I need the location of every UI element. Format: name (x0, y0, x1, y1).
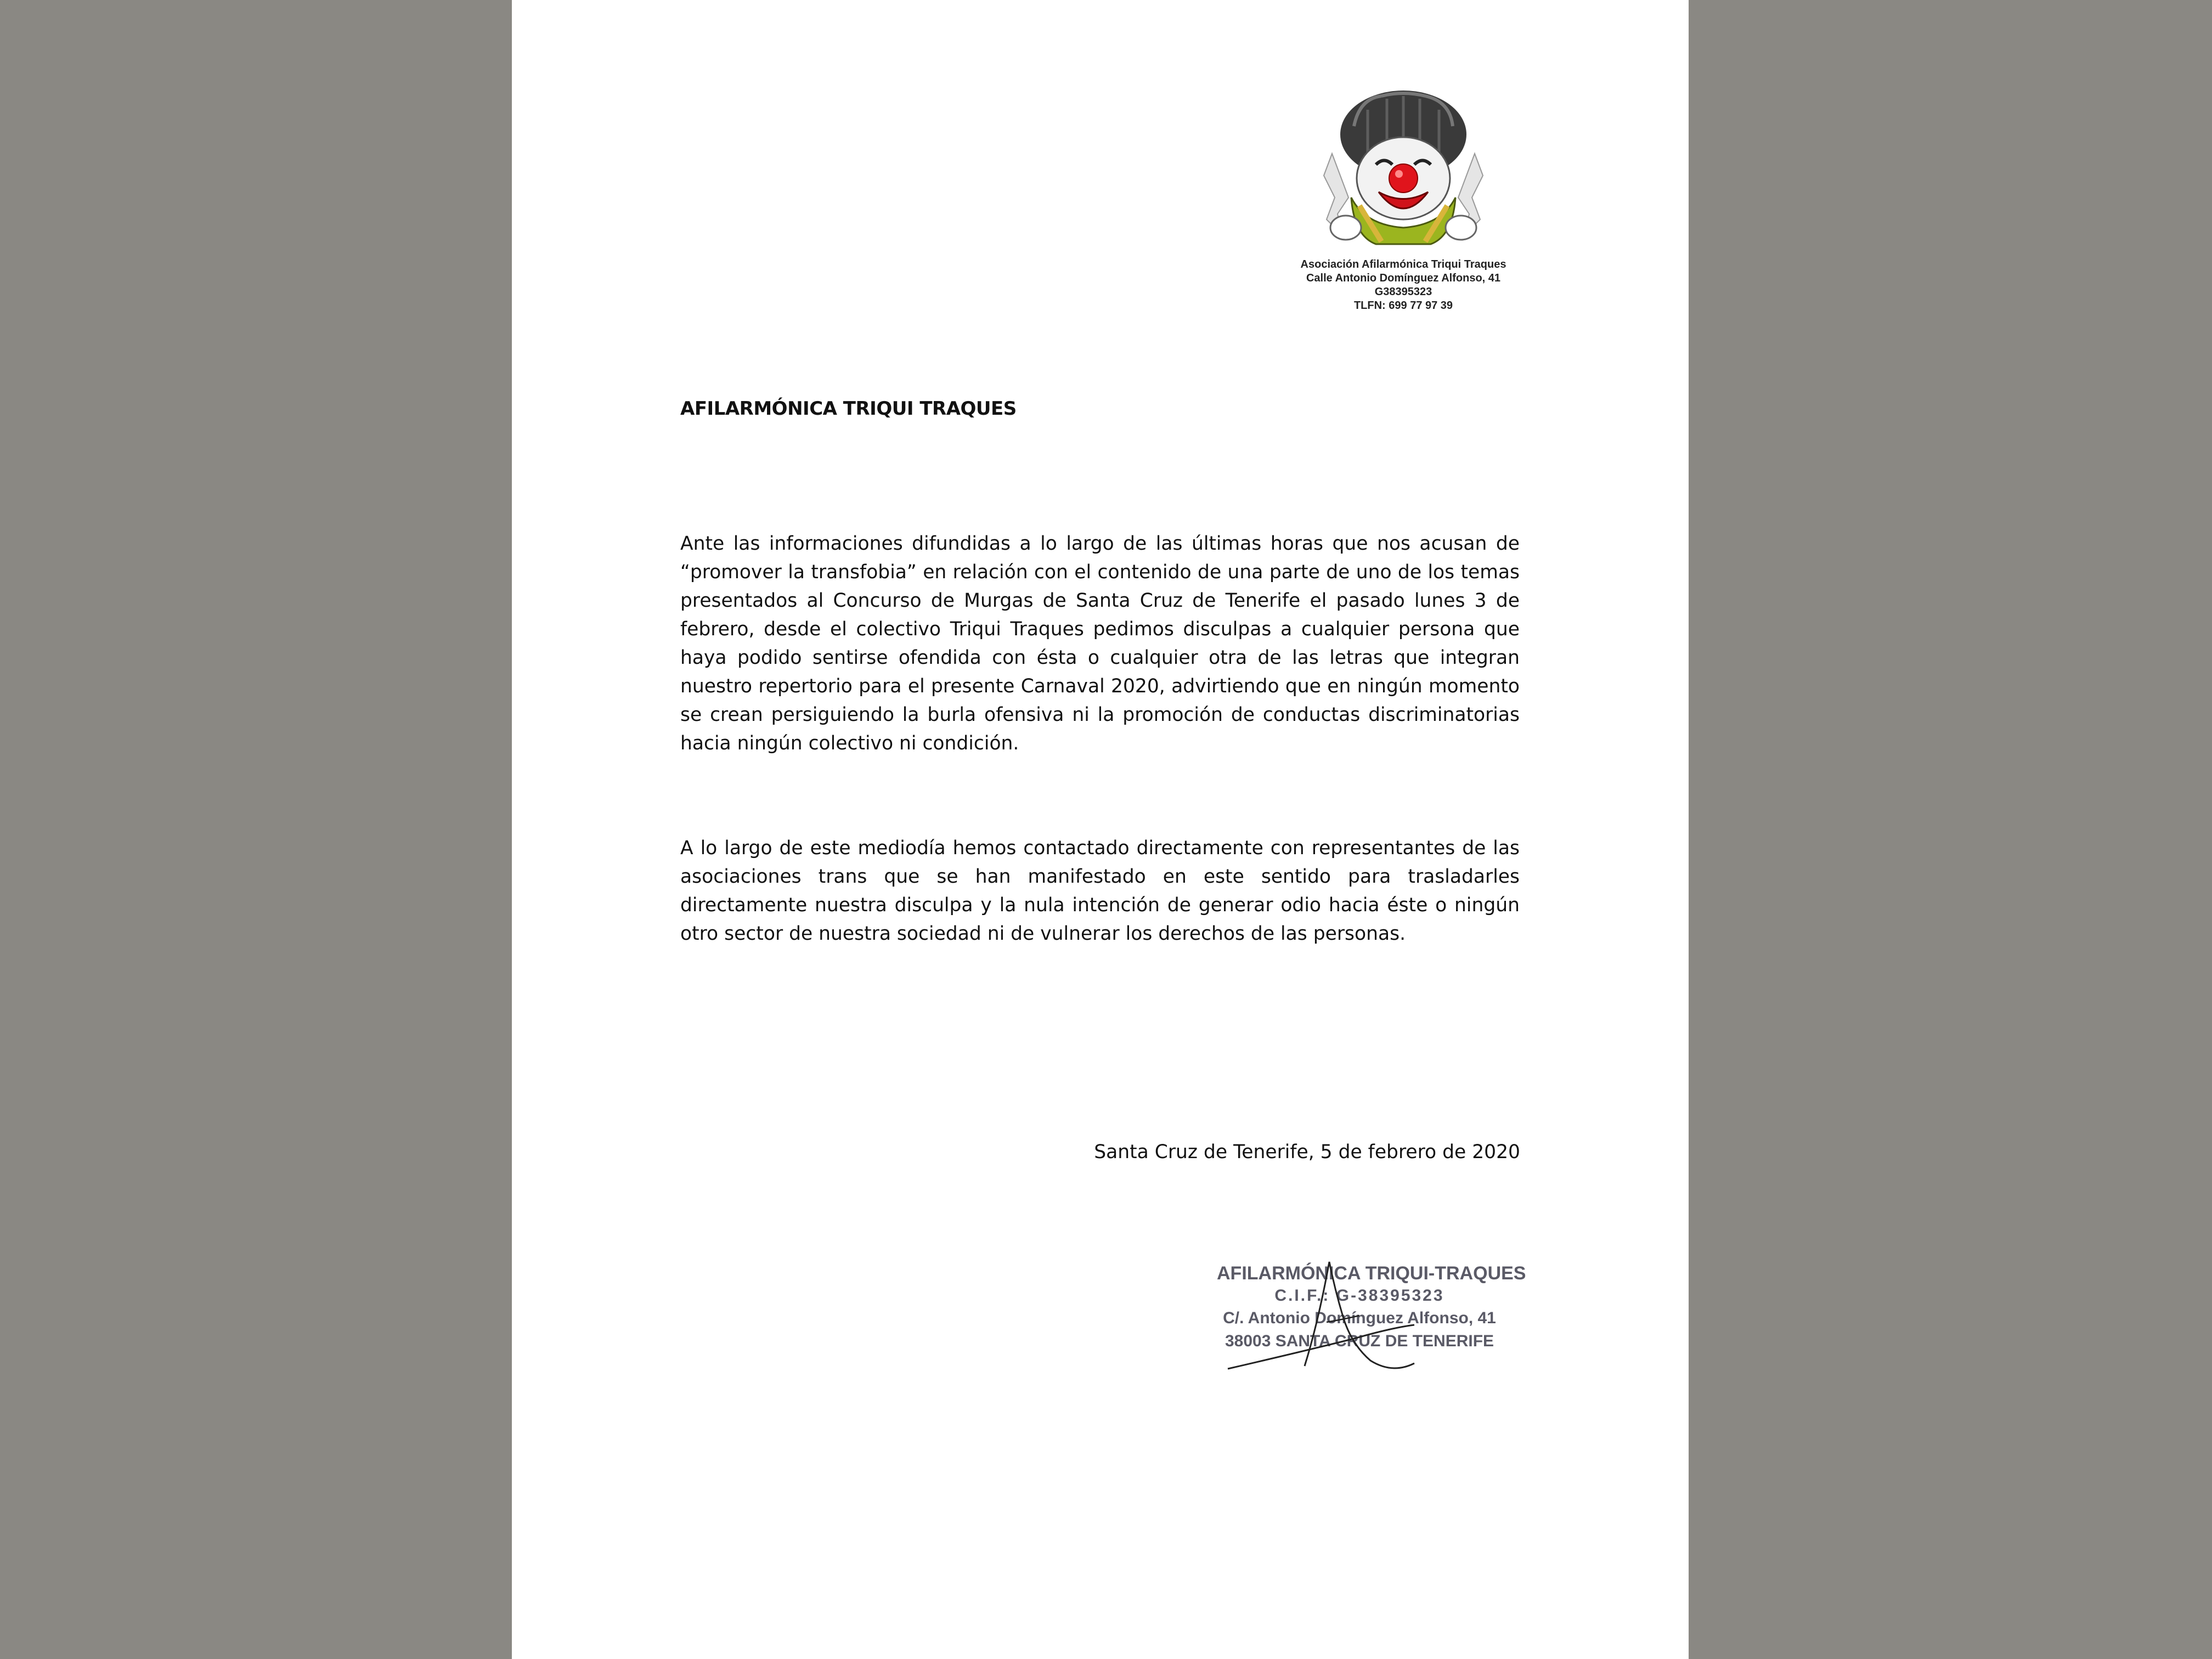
stamp-line: 38003 SANTA CRUZ DE TENERIFE (1224, 1332, 1494, 1350)
letterhead-line: TLFN: 699 77 97 39 (1353, 300, 1453, 312)
stamp-line: C.I.F.: G-38395323 (1274, 1286, 1444, 1305)
letterhead (1294, 88, 1513, 313)
letterhead-line: Asociación Afilarmónica Triqui Traques (1300, 258, 1506, 270)
organization-stamp (1217, 1256, 1526, 1377)
letterhead-line: Calle Antonio Domínguez Alfonso, 41 (1306, 272, 1501, 284)
clown-face-icon (1321, 88, 1486, 247)
stamp-line: C/. Antonio Domínguez Alfonso, 41 (1223, 1309, 1496, 1327)
date-line: Santa Cruz de Tenerife, 5 de febrero de 2020 (1094, 1141, 1520, 1163)
paragraph: Ante las informaciones difundidas a lo largo de las últimas horas que nos acusan de “promover la transfobia” en relación con el contenido de una parte de uno de los temas presentados al Concurso de Murgas de Santa Cruz de Tenerife el pasado lunes 3 de febrero, desde el colectivo Triqui Traques pedimos disculpas a cualquier persona que haya podido sentirse ofendida con ésta o cualquier otra de las letras que integran nuestro repertorio para el presente Carnaval 2020, advirtiendo que en ningún momento se crean persiguiendo la burla ofensiva ni la promoción de conductas discriminatorias hacia ningún colectivo ni condición. (680, 533, 1520, 754)
stamp-line: AFILARMÓNICA TRIQUI-TRAQUES (1217, 1263, 1526, 1284)
letterhead-line: G38395323 (1374, 286, 1432, 298)
paragraph: A lo largo de este mediodía hemos contactado directamente con representantes de las asociaciones trans que se han manifestado en este sentido para trasladarles directamente nuestra disculpa y la nula intención de generar odio hacia éste o ningún otro sector de nuestra sociedad ni de vulnerar los derechos de las personas. (680, 837, 1520, 945)
letterhead-address (1294, 258, 1513, 313)
document-page (512, 0, 1689, 1659)
handwritten-signature-icon (1217, 1256, 1526, 1377)
document-title: AFILARMÓNICA TRIQUI TRAQUES (680, 398, 1017, 420)
